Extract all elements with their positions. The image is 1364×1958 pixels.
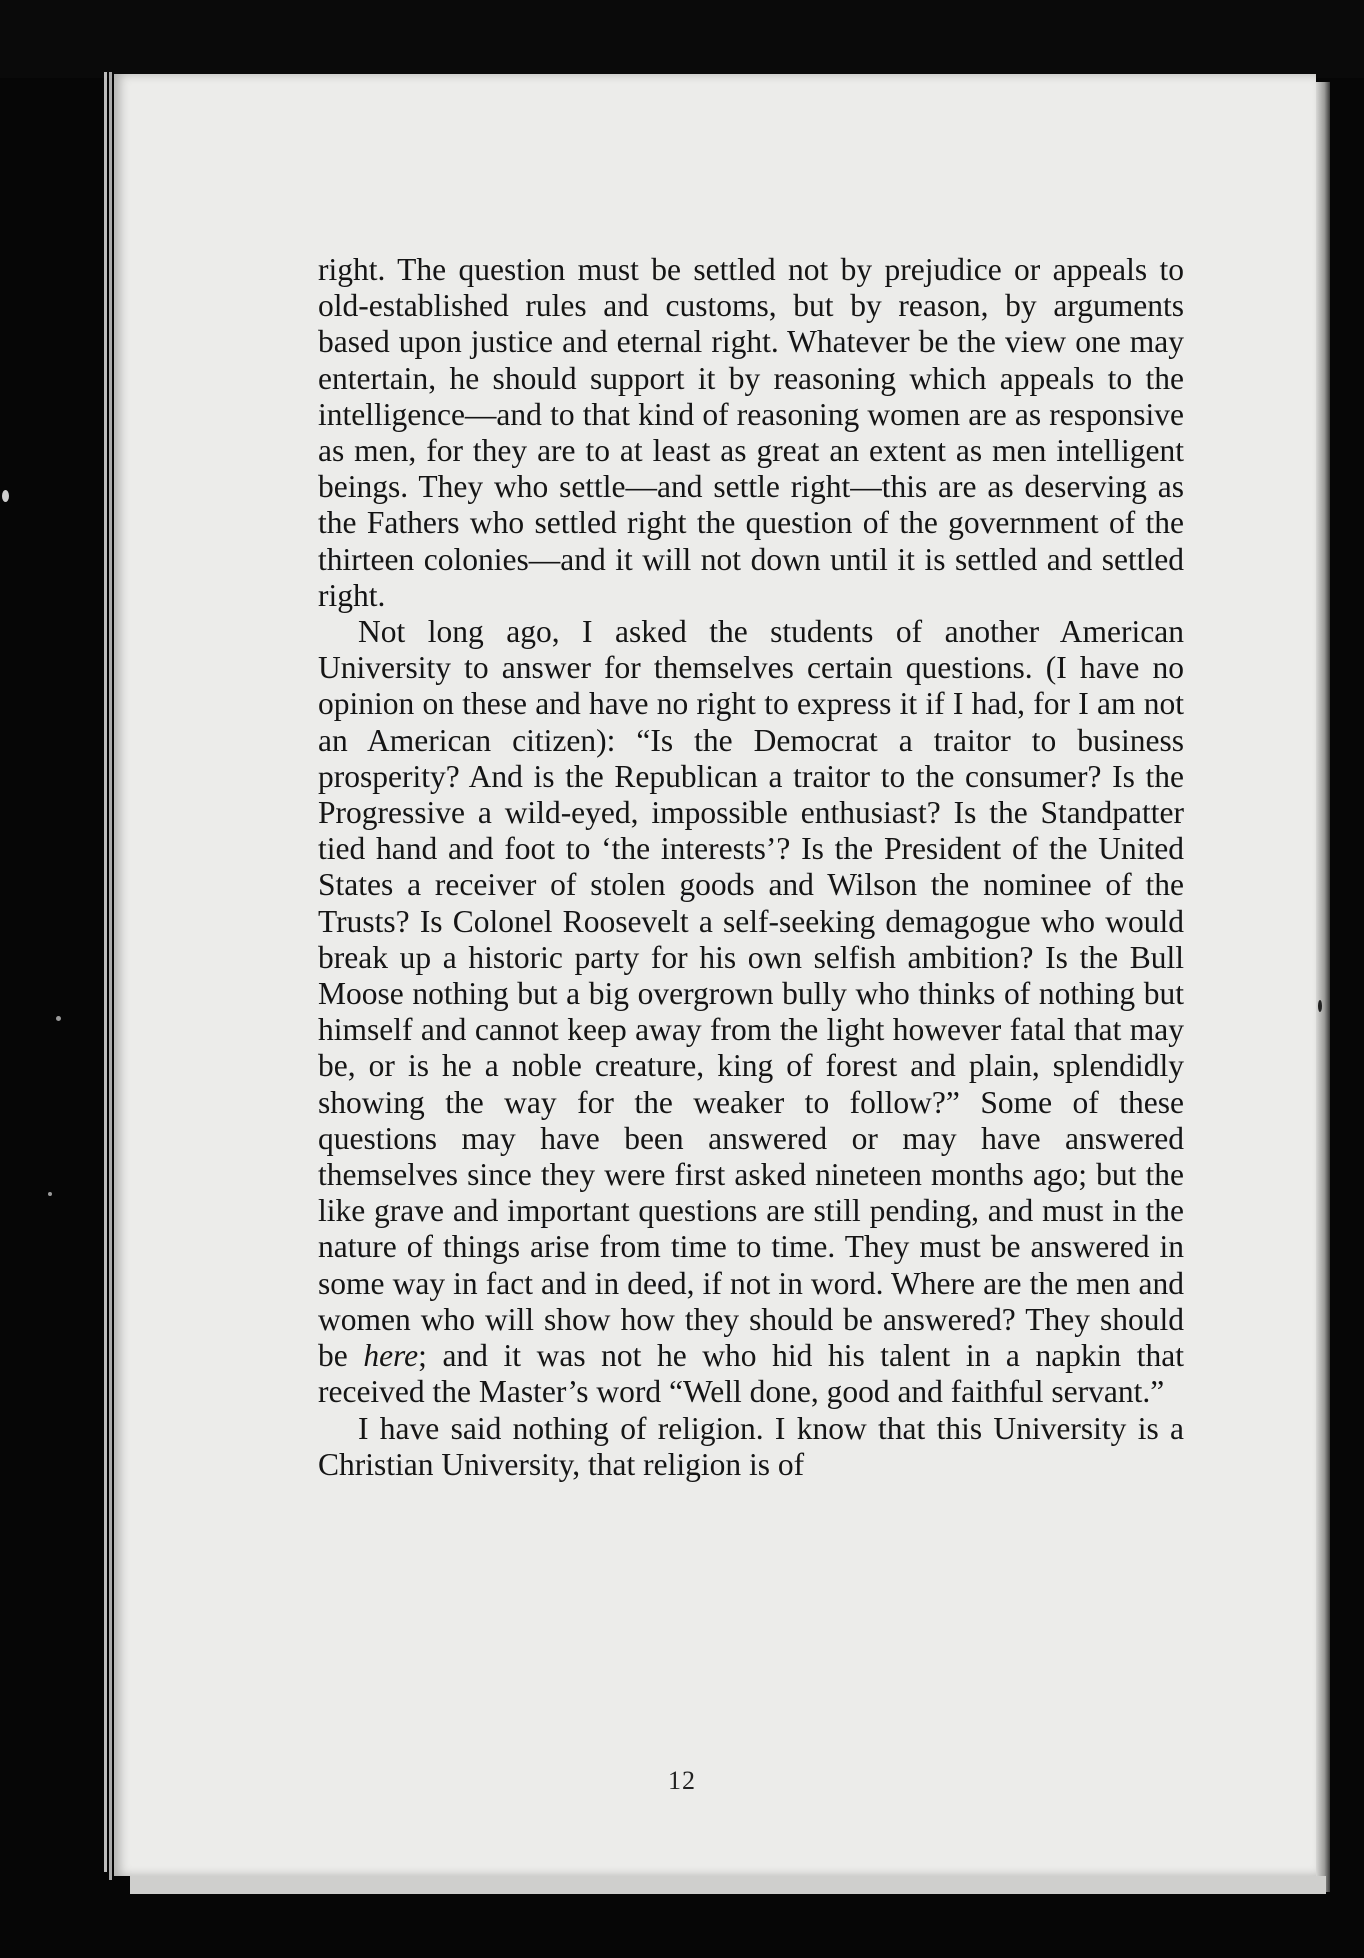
paragraph: right. The question must be settled not by prejudice or appeals to old-established rules and customs, but by reason, by arguments based upon justice and eternal right. Whatever be the view one may entertain, he should support it by reasoning which appeals to the intelligence—and to that kind of reasoning women are as responsive as men, for they are to at least as great an extent as men intelligent beings. They who settle—and settle right—this are as deserving as the Fathers who settled right the question of the government of the thirteen colonies—and it will not down until it is settled and settled right. <box>318 252 1184 613</box>
body-text <box>318 252 1184 1483</box>
paragraph: I have said nothing of religion. I know that this University is a Christian University, that religion is of <box>318 1410 1184 1482</box>
page-edge <box>109 72 112 1880</box>
scan-speck <box>56 1016 61 1021</box>
scan-speck <box>2 490 9 502</box>
scan-top-border <box>0 0 1364 78</box>
paragraph <box>318 614 1184 1410</box>
scan-speck <box>1318 1000 1322 1012</box>
page-number: 12 <box>668 1766 696 1795</box>
page-edge <box>104 72 107 1872</box>
page-binding-edge <box>1316 82 1330 1892</box>
paragraph-text: ; and it was not he who hid his talent in a napkin that received the Master’s word “Well done, good and faithful servant.” <box>318 1338 1184 1410</box>
paragraph-text: Not long ago, I asked the students of another American University to answer for themselves certain questions. (I have no opinion on these and have no right to express it if I had, for I am not an American citizen): “Is the Democrat a traitor to business prosperity? And is the Republican a traitor to the consumer? Is the Progressive a wild-eyed, impossible enthusiast? Is the Standpatter tied hand and foot to ‘the interests’? Is the President of the United States a receiver of stolen goods and Wilson the nominee of the Trusts? Is Colonel Roosevelt a self-seeking demagogue who would break up a historic party for his own selfish ambition? Is the Bull Moose nothing but a big overgrown bully who thinks of nothing but himself and cannot keep away from the light however fatal that may be, or is he a noble creature, king of forest and plain, splendidly showing the way for the weaker to follow?” Some of these questions may have been answered or may have answered themselves since they were first asked nineteen months ago; but the like grave and important questions are still pending, and must in the nature of things arise from time to time. They must be answered in some way in fact and in deed, if not in word. Where are the men and women who will show how they should be answered? They should be <box>318 614 1184 1374</box>
scan-speck <box>48 1192 52 1196</box>
page-bottom-edge <box>130 1876 1326 1894</box>
italic-word: here <box>363 1338 419 1374</box>
